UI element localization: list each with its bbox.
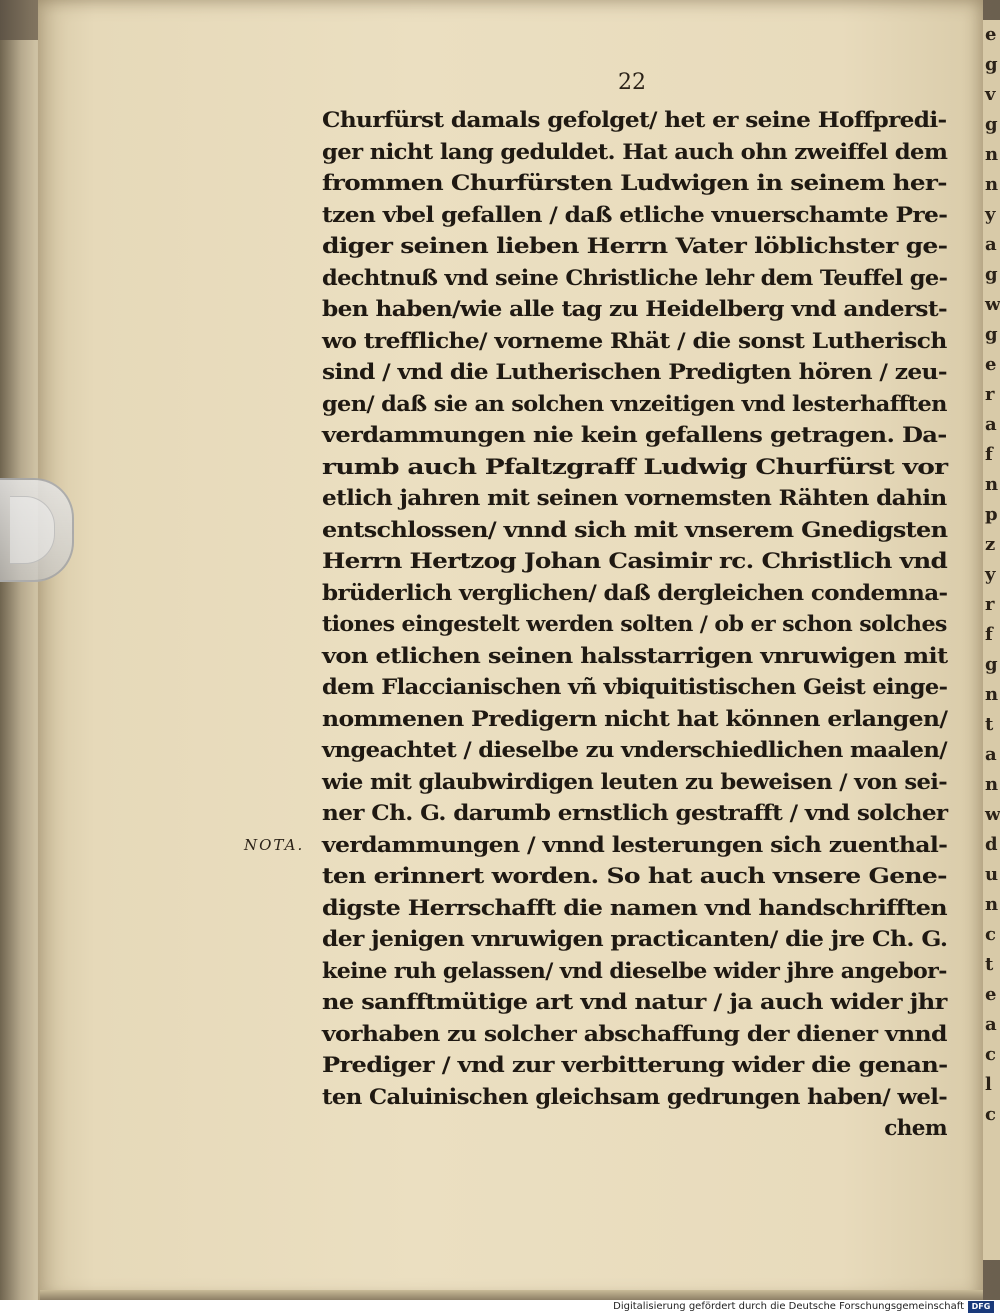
- text-line: Prediger / vnd zur verbitterung wider die genan-: [322, 1053, 948, 1078]
- facing-page-letter: n: [985, 684, 999, 705]
- facing-page-letter: e: [985, 24, 997, 45]
- footer-bar: [0, 1300, 1000, 1315]
- facing-page-letter: e: [985, 984, 997, 1005]
- facing-page-letter: a: [985, 1014, 997, 1035]
- facing-page-letter: y: [985, 204, 996, 225]
- facing-page-letter: z: [985, 534, 996, 555]
- text-line: Churfürst damals gefolget/ het er seine Hoffpredi-: [322, 108, 947, 133]
- facing-page-letter: n: [985, 894, 999, 915]
- text-line: der jenigen vnruwigen practicanten/ die jre Ch. G.: [322, 927, 948, 952]
- text-line: etlich jahren mit seinen vornemsten Rähten dahin: [322, 486, 947, 511]
- text-line: vorhaben zu solcher abschaffung der diener vnnd: [322, 1021, 947, 1047]
- page-number: 22: [618, 70, 646, 95]
- facing-page-letter: f: [985, 624, 993, 645]
- text-line: verdammungen nie kein gefallens getragen. Da-: [322, 423, 947, 448]
- text-line: wie mit glaubwirdigen leuten zu beweisen / von sei-: [322, 769, 948, 795]
- text-line: ben haben/wie alle tag zu Heidelberg vnd anderst-: [322, 297, 947, 322]
- facing-page-letter: g: [985, 264, 998, 285]
- facing-page-letter: t: [985, 954, 994, 975]
- facing-page-letter: f: [985, 444, 993, 465]
- facing-page-letter: v: [985, 84, 996, 105]
- facing-page-letter: r: [985, 594, 995, 615]
- text-line: dechtnuß vnd seine Christliche lehr dem Teuffel ge-: [322, 265, 948, 291]
- text-line: von etlichen seinen halsstarrigen vnruwigen mit: [322, 643, 948, 669]
- text-line: ne sanfftmütige art vnd natur / ja auch wider jhr: [322, 990, 947, 1015]
- body-text: [322, 105, 947, 1145]
- page-bottom-edge: [40, 1290, 983, 1300]
- text-line: ten Caluinischen gleichsam gedrungen haben/ wel-: [322, 1084, 948, 1110]
- facing-page-letter: w: [985, 804, 1000, 825]
- text-line: rumb auch Pfaltzgraff Ludwig Churfürst vor: [322, 454, 948, 480]
- text-line: Herrn Hertzog Johan Casimir rc. Christlich vnd: [322, 549, 948, 574]
- facing-page-letter: a: [985, 744, 997, 765]
- facing-page-letter: n: [985, 474, 999, 495]
- text-line: entschlossen/ vnnd sich mit vnserem Gnedigsten: [322, 517, 948, 543]
- text-line: gen/ daß sie an solchen vnzeitigen vnd lesterhafften: [322, 391, 947, 417]
- facing-page-letter: a: [985, 414, 997, 435]
- text-line: sind / vnd die Lutherischen Predigten hören / zeu-: [322, 360, 947, 385]
- facing-page-letter: a: [985, 234, 997, 255]
- text-line: wo treffliche/ vorneme Rhät / die sonst Lutherisch: [322, 328, 947, 354]
- facing-page-letter: e: [985, 354, 997, 375]
- page-clip: [0, 478, 74, 582]
- margin-note: NOTA.: [244, 836, 305, 854]
- facing-page-letter: g: [985, 54, 998, 75]
- text-line: ner Ch. G. darumb ernstlich gestrafft / vnd solcher: [322, 801, 948, 826]
- dfg-logo: DFG: [968, 1301, 994, 1313]
- text-line: tzen vbel gefallen / daß etliche vnuerschamte Pre-: [322, 202, 948, 228]
- facing-page-letter: g: [985, 654, 998, 675]
- facing-page-letter: y: [985, 564, 996, 585]
- facing-page-letter: u: [985, 864, 999, 885]
- facing-page-letter: d: [985, 834, 998, 855]
- text-line: digste Herrschafft die namen vnd handschrifften: [322, 895, 947, 921]
- facing-page-letter: l: [985, 1074, 992, 1095]
- text-line: vngeachtet / dieselbe zu vnderschiedlichen maalen/: [322, 738, 947, 763]
- text-line: ten erinnert worden. So hat auch vnsere Gene-: [322, 864, 947, 889]
- text-line: dem Flaccianischen vñ vbiquitistischen Geist einge-: [322, 675, 948, 700]
- text-line: keine ruh gelassen/ vnd dieselbe wider jhre angebor-: [322, 958, 947, 984]
- catchword: chem: [884, 1116, 947, 1141]
- facing-page-letter: t: [985, 714, 994, 735]
- text-line: diger seinen lieben Herrn Vater löblichster ge-: [322, 234, 948, 259]
- facing-page-letter: w: [985, 294, 1000, 315]
- facing-page-letter: n: [985, 174, 999, 195]
- facing-page-letter: c: [985, 924, 996, 945]
- facing-page-letter: n: [985, 774, 999, 795]
- facing-page-letter: r: [985, 384, 995, 405]
- facing-page-letter: c: [985, 1104, 996, 1125]
- text-line: verdammungen / vnnd lesterungen sich zuenthal-: [322, 832, 948, 858]
- facing-page-letter: g: [985, 324, 998, 345]
- text-line: frommen Churfürsten Ludwigen in seinem her-: [322, 171, 947, 196]
- facing-page-letter: g: [985, 114, 998, 135]
- text-line: nommenen Predigern nicht hat können erlangen/: [322, 706, 948, 732]
- facing-page-letter: p: [985, 504, 998, 525]
- facing-page-letter: n: [985, 144, 999, 165]
- facing-page-letter: c: [985, 1044, 996, 1065]
- text-line: tiones eingestelt werden solten / ob er schon solches: [322, 612, 947, 637]
- text-line: brüderlich verglichen/ daß dergleichen condemna-: [322, 580, 948, 606]
- text-line: ger nicht lang geduldet. Hat auch ohn zweiffel dem: [322, 139, 948, 165]
- page-clip-inner: [10, 496, 55, 564]
- footer-credit: Digitalisierung gefördert durch die Deutsche Forschungsgemeinschaft: [613, 1301, 964, 1312]
